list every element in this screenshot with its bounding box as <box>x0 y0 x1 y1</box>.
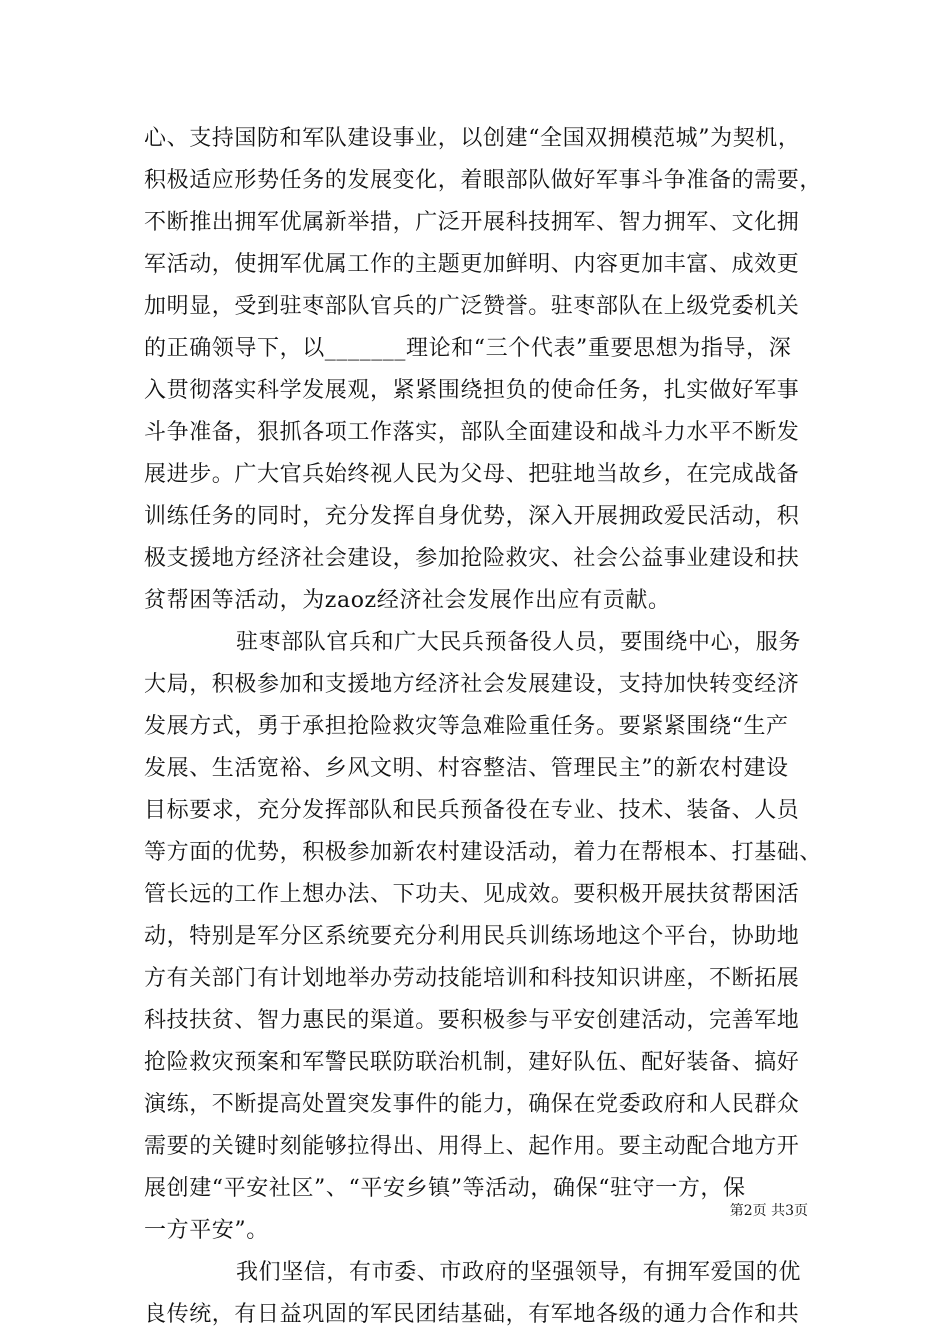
text-line: 科技扶贫、智力惠民的渠道。要积极参与平安创建活动，完善军地 <box>144 1008 800 1033</box>
text-line: 心、支持国防和军队建设事业，以创建“全国双拥模范城”为契机， <box>144 126 801 151</box>
page-number-footer: 第2页 共3页 <box>729 1203 808 1219</box>
text-line: 演练，不断提高处置突发事件的能力，确保在党委政府和人民群众 <box>144 1092 800 1117</box>
text-line: 动，特别是军分区系统要充分利用民兵训练场地这个平台，协助地 <box>144 924 800 949</box>
paragraph-start-line: 我们坚信，有市委、市政府的坚强领导，有拥军爱国的优 <box>236 1260 802 1285</box>
text-line: 目标要求，充分发挥部队和民兵预备役在专业、技术、装备、人员 <box>144 798 800 823</box>
text-line: 大局，积极参加和支援地方经济社会发展建设，支持加快转变经济 <box>144 672 800 697</box>
text-line: 贫帮困等活动，为zaoz经济社会发展作出应有贡献。 <box>144 588 671 613</box>
text-line: 的正确领导下，以_______理论和“三个代表”重要思想为指导，深 <box>144 336 792 361</box>
text-line: 良传统，有日益巩固的军民团结基础，有军地各级的通力合作和共 <box>144 1302 800 1327</box>
text-line: 军活动，使拥军优属工作的主题更加鲜明、内容更加丰富、成效更 <box>144 252 800 277</box>
text-line: 积极适应形势任务的发展变化，着眼部队做好军事斗争准备的需要， <box>144 168 823 193</box>
document-body <box>144 118 823 1336</box>
text-line: 极支援地方经济社会建设，参加抢险救灾、社会公益事业建设和扶 <box>144 546 800 571</box>
text-line: 发展方式，勇于承担抢险救灾等急难险重任务。要紧紧围绕“生产 <box>144 714 789 739</box>
text-line: 不断推出拥军优属新举措，广泛开展科技拥军、智力拥军、文化拥 <box>144 210 800 235</box>
text-line: 管长远的工作上想办法、下功夫、见成效。要积极开展扶贫帮困活 <box>144 882 800 907</box>
text-line: 入贯彻落实科学发展观，紧紧围绕担负的使命任务，扎实做好军事 <box>144 378 800 403</box>
text-line: 一方平安”。 <box>144 1218 269 1243</box>
text-line: 发展、生活宽裕、乡风文明、村容整洁、管理民主”的新农村建设 <box>144 756 789 781</box>
text-line: 方有关部门有计划地举办劳动技能培训和科技知识讲座，不断拓展 <box>144 966 800 991</box>
paragraph-start-line: 驻枣部队官兵和广大民兵预备役人员，要围绕中心，服务 <box>236 630 802 655</box>
text-line: 训练任务的同时，充分发挥自身优势，深入开展拥政爱民活动，积 <box>144 504 800 529</box>
text-line: 需要的关键时刻能够拉得出、用得上、起作用。要主动配合地方开 <box>144 1134 800 1159</box>
text-line: 等方面的优势，积极参加新农村建设活动，着力在帮根本、打基础、 <box>144 840 823 865</box>
text-line: 展进步。广大官兵始终视人民为父母、把驻地当故乡，在完成战备 <box>144 462 800 487</box>
text-line: 展创建“平安社区”、“平安乡镇”等活动，确保“驻守一方，保 <box>144 1176 746 1201</box>
text-line: 斗争准备，狠抓各项工作落实，部队全面建设和战斗力水平不断发 <box>144 420 800 445</box>
text-line: 加明显，受到驻枣部队官兵的广泛赞誉。驻枣部队在上级党委机关 <box>144 294 800 319</box>
text-line: 抢险救灾预案和军警民联防联治机制，建好队伍、配好装备、搞好 <box>144 1050 800 1075</box>
